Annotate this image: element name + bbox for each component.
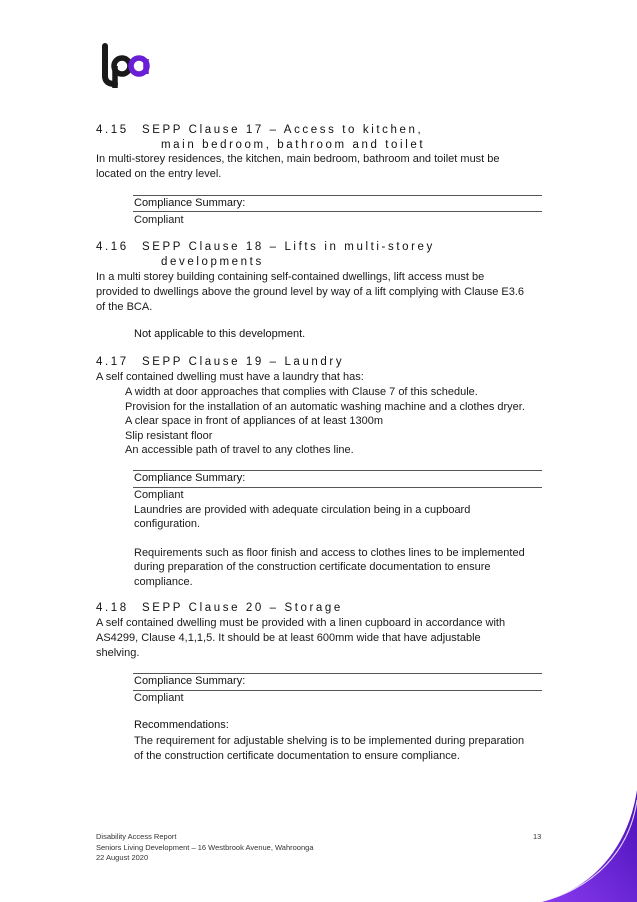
- page-footer: [96, 832, 314, 864]
- text-line: compliance.: [134, 575, 193, 588]
- paragraph-4-17-intro: A self contained dwelling must have a laundry that has:: [96, 371, 364, 383]
- list-item: A width at door approaches that complies with Clause 7 of this schedule.: [125, 386, 478, 398]
- heading-4-17: [96, 356, 344, 368]
- section-number: 4.15: [96, 124, 129, 136]
- text-line: during preparation of the construction certificate documentation to ensure: [134, 561, 491, 573]
- section-title: SEPP Clause 20 – Storage: [142, 602, 343, 614]
- heading-4-16-line2: developments: [161, 256, 264, 268]
- compliance-status: Compliant: [134, 489, 184, 501]
- footer-project: Seniors Living Development – 16 Westbrook Avenue, Wahroonga: [96, 842, 314, 852]
- paragraph-4-18: [96, 616, 536, 661]
- footer-report-title: Disability Access Report: [96, 832, 177, 841]
- recommendations-label: Recommendations:: [134, 719, 229, 731]
- text-line: A self contained dwelling must be provided with a linen cupboard in accordance with: [96, 617, 506, 629]
- compliance-summary-label: Compliance Summary:: [134, 472, 246, 484]
- compliance-summary-label: Compliance Summary:: [134, 675, 246, 687]
- heading-4-15: [96, 124, 423, 136]
- text-line: Laundries are provided with adequate circulation being in a cupboard: [134, 503, 471, 516]
- section-number: 4.17: [96, 356, 129, 368]
- heading-4-16: [96, 241, 435, 253]
- requirements-list: [125, 385, 525, 458]
- text-line: AS4299, Clause 4,1,1,5. It should be at least 600mm wide that have adjustable: [96, 632, 481, 644]
- text-line: of the BCA.: [96, 301, 153, 313]
- company-logo: [101, 42, 151, 90]
- list-item: Provision for the installation of an automatic washing machine and a clothes dryer.: [125, 400, 525, 413]
- section-title: SEPP Clause 17 – Access to kitchen,: [142, 124, 424, 136]
- text-line: configuration.: [134, 518, 201, 530]
- compliance-status: Compliant: [134, 692, 184, 704]
- text-line: In multi-storey residences, the kitchen, main bedroom, bathroom and toilet must be: [96, 153, 500, 165]
- heading-4-18: [96, 602, 343, 614]
- compliance-details: [134, 488, 542, 589]
- list-item: An accessible path of travel to any clothes line.: [125, 444, 354, 456]
- paragraph-4-15: [96, 152, 536, 182]
- divider: [133, 195, 542, 196]
- text-line: shelving.: [96, 647, 140, 659]
- section-title: SEPP Clause 19 – Laundry: [142, 356, 345, 368]
- divider: [133, 470, 542, 471]
- section-title: SEPP Clause 18 – Lifts in multi-storey: [142, 241, 435, 253]
- section-number: 4.18: [96, 602, 129, 614]
- text-line: In a multi storey building containing self-contained dwellings, lift access must be: [96, 271, 485, 283]
- compliance-summary-label: Compliance Summary:: [134, 197, 246, 209]
- list-item: A clear space in front of appliances of at least 1300m: [125, 415, 384, 427]
- corner-swoosh-decoration: [520, 790, 637, 902]
- page-number: 13: [533, 832, 542, 841]
- text-line: of the construction certificate documentation to ensure compliance.: [134, 749, 460, 762]
- list-item: Slip resistant floor: [125, 429, 213, 442]
- section-number: 4.16: [96, 241, 129, 253]
- footer-date: 22 August 2020: [96, 853, 149, 862]
- compliance-status: Compliant: [134, 214, 184, 226]
- text-line: located on the entry level.: [96, 168, 222, 180]
- divider: [133, 673, 542, 674]
- heading-4-15-line2: main bedroom, bathroom and toilet: [161, 139, 426, 151]
- recommendations-text: [134, 734, 542, 763]
- text-line: The requirement for adjustable shelving is to be implemented during preparation: [134, 735, 525, 747]
- text-line: provided to dwellings above the ground level by way of a lift complying with Clause E3.6: [96, 286, 525, 298]
- paragraph-4-16: [96, 270, 536, 315]
- not-applicable-note: Not applicable to this development.: [134, 328, 306, 340]
- divider: [133, 211, 542, 212]
- text-line: Requirements such as floor finish and access to clothes lines to be implemented: [134, 546, 525, 559]
